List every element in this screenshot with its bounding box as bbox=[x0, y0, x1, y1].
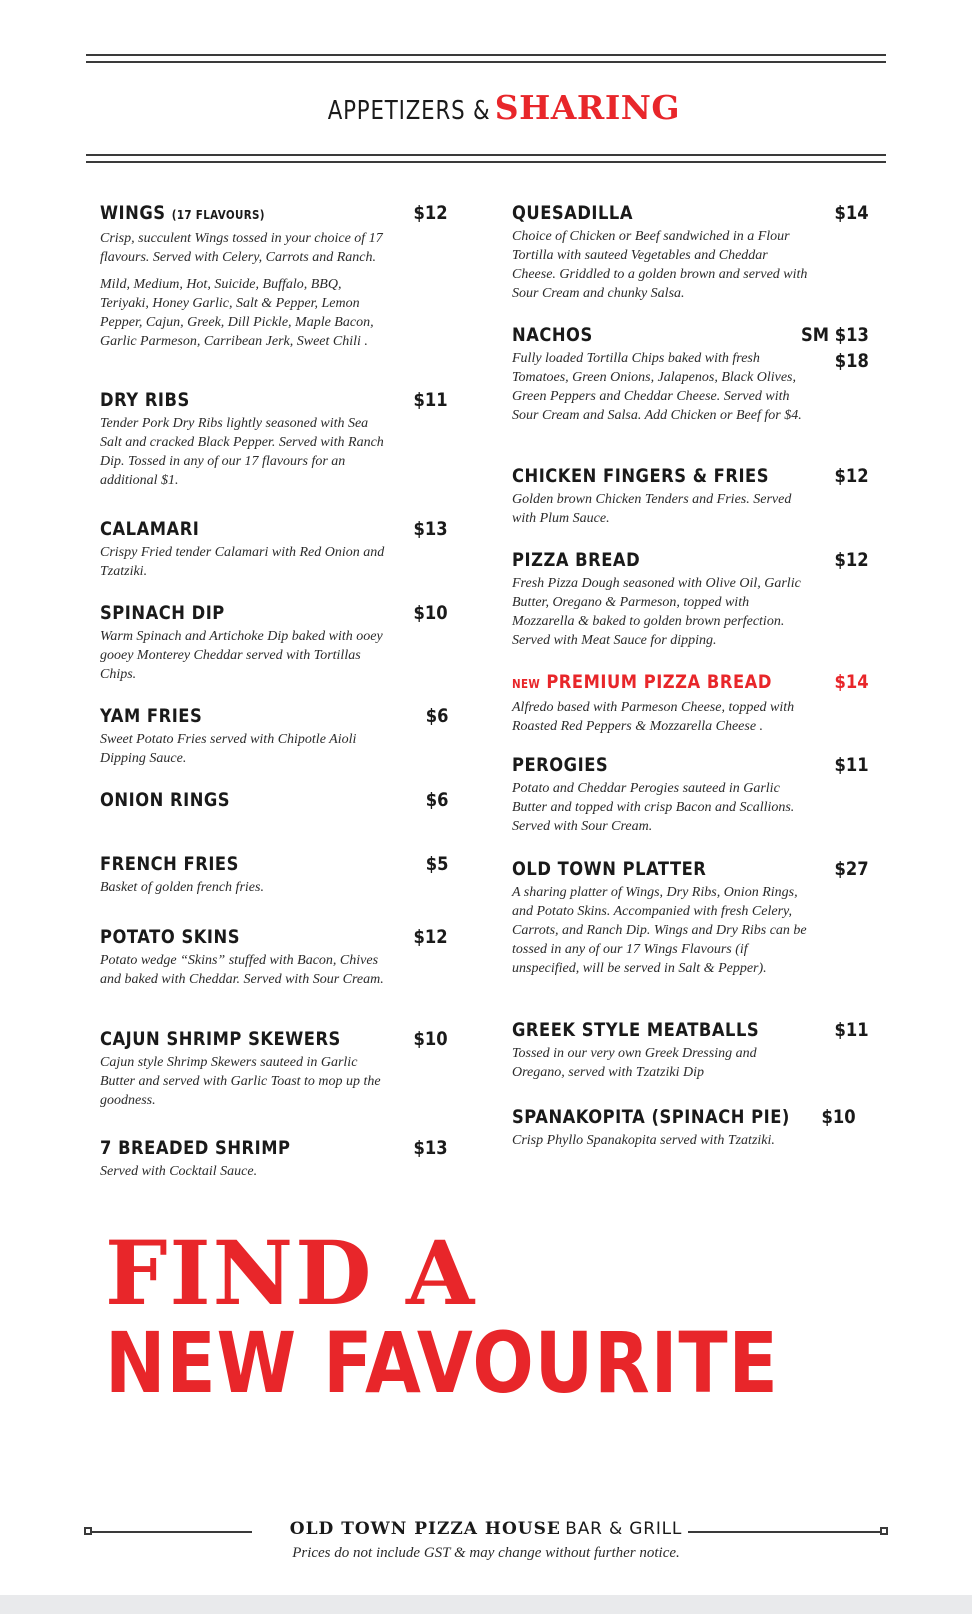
item-name-suffix: (17 FLAVOURS) bbox=[171, 208, 265, 222]
heading-accent: SHARING bbox=[494, 88, 681, 127]
item-name: SPINACH DIP bbox=[100, 602, 225, 624]
item-price: $12 bbox=[413, 926, 448, 948]
item-description: Potato and Cheddar Perogies sauteed in Garlic Butter and topped with crisp Bacon and Scallions. Served with Sour Cream. bbox=[512, 781, 795, 834]
header-rule-bottom-2 bbox=[86, 161, 886, 163]
menu-item-wings bbox=[100, 200, 448, 351]
footer-brand bbox=[0, 1519, 972, 1539]
item-price: $14 bbox=[834, 671, 869, 693]
item-name: POTATO SKINS bbox=[100, 926, 240, 948]
menu-item-breaded-shrimp bbox=[100, 1135, 448, 1181]
item-price: $14 bbox=[834, 202, 869, 224]
item-name: ONION RINGS bbox=[100, 789, 231, 811]
promo-line-2: NEW FAVOURITE bbox=[105, 1314, 779, 1412]
menu-item-chicken-fingers bbox=[512, 463, 869, 528]
item-name: OLD TOWN PLATTER bbox=[512, 858, 707, 880]
item-description: Sweet Potato Fries served with Chipotle Aioli Dipping Sauce. bbox=[100, 732, 357, 766]
item-name: CHICKEN FINGERS & FRIES bbox=[512, 465, 770, 487]
heading-plain: APPETIZERS & bbox=[327, 96, 491, 126]
item-name: CALAMARI bbox=[100, 518, 200, 540]
wing-flavours-list: Mild, Medium, Hot, Suicide, Buffalo, BBQ, Teriyaki, Honey Garlic, Salt & Pepper, Lemon Pepper, Cajun, Greek, Dill Pickle, Maple Bacon, Garlic Parmeson, Carribean Jerk, Sweet Chili . bbox=[100, 277, 374, 349]
menu-item-onion-rings bbox=[100, 787, 448, 813]
item-price: $12 bbox=[413, 202, 448, 224]
item-description: Tender Pork Dry Ribs lightly seasoned with Sea Salt and cracked Black Pepper. Served with Ranch Dip. Tossed in any of our 17 flavours for an additional $1. bbox=[100, 416, 384, 488]
item-name: QUESADILLA bbox=[512, 202, 634, 224]
menu-item-french-fries bbox=[100, 851, 448, 897]
item-name: FRENCH FRIES bbox=[100, 853, 239, 875]
item-price: $27 bbox=[834, 858, 869, 880]
item-name: CAJUN SHRIMP SKEWERS bbox=[100, 1028, 341, 1050]
menu-item-yam-fries bbox=[100, 703, 448, 768]
item-name: NEW PREMIUM PIZZA BREAD bbox=[512, 671, 772, 693]
item-price: $12 bbox=[834, 549, 869, 571]
item-price: $12 bbox=[834, 465, 869, 487]
item-name: SPANAKOPITA (SPINACH PIE) bbox=[512, 1106, 790, 1128]
item-description: Crispy Fried tender Calamari with Red Onion and Tzatziki. bbox=[100, 545, 385, 579]
brand-tagline: BAR & GRILL bbox=[565, 1519, 683, 1539]
item-description: Basket of golden french fries. bbox=[100, 880, 264, 895]
item-description: Served with Cocktail Sauce. bbox=[100, 1164, 258, 1179]
item-price: $10 bbox=[413, 1028, 448, 1050]
item-description: Fully loaded Tortilla Chips baked with fresh Tomatoes, Green Onions, Jalapenos, Black Olives, Green Peppers and Cheddar Cheese. Served with Sour Cream and Salsa. Add Chicken or Beef for $4. bbox=[512, 351, 802, 423]
item-name: DRY RIBS bbox=[100, 389, 190, 411]
item-price: $13 bbox=[413, 518, 448, 540]
item-description: Crisp Phyllo Spanakopita served with Tzatziki. bbox=[512, 1133, 775, 1148]
menu-item-quesadilla bbox=[512, 200, 869, 303]
new-badge: NEW bbox=[512, 677, 541, 691]
item-description: Cajun style Shrimp Skewers sauteed in Garlic Butter and served with Garlic Toast to mop up the goodness. bbox=[100, 1055, 381, 1108]
item-description: A sharing platter of Wings, Dry Ribs, Onion Rings, and Potato Skins. Accompanied with fresh Celery, Carrots, and Ranch Dip. Wings and Dry Ribs can be tossed in any of our 17 Wings Flavours (if unspecified, will be served in Salt & Pepper). bbox=[512, 885, 807, 976]
brand-name: OLD TOWN PIZZA HOUSE bbox=[289, 1519, 561, 1539]
item-price: $6 bbox=[425, 705, 448, 727]
item-price: $13 bbox=[413, 1137, 448, 1159]
section-heading bbox=[0, 88, 972, 127]
item-description: Golden brown Chicken Tenders and Fries. Served with Plum Sauce. bbox=[512, 492, 792, 526]
item-description: Tossed in our very own Greek Dressing and Oregano, served with Tzatziki Dip bbox=[512, 1046, 757, 1080]
menu-item-old-town-platter bbox=[512, 856, 869, 978]
item-description: Crisp, succulent Wings tossed in your choice of 17 flavours. Served with Celery, Carrots and Ranch. bbox=[100, 231, 383, 265]
menu-item-calamari bbox=[100, 516, 448, 581]
item-price: $5 bbox=[425, 853, 448, 875]
item-price: $6 bbox=[425, 789, 448, 811]
item-name: PEROGIES bbox=[512, 754, 609, 776]
menu-item-perogies bbox=[512, 752, 869, 836]
header-rule-top-2 bbox=[86, 61, 886, 63]
menu-item-pizza-bread bbox=[512, 547, 869, 650]
header-rule-bottom-1 bbox=[86, 154, 886, 156]
item-name: 7 BREADED SHRIMP bbox=[100, 1137, 291, 1159]
menu-item-dry-ribs bbox=[100, 387, 448, 490]
item-description: Alfredo based with Parmeson Cheese, topped with Roasted Red Peppers & Mozzarella Cheese . bbox=[512, 700, 795, 734]
item-description: Fresh Pizza Dough seasoned with Olive Oil, Garlic Butter, Oregano & Parmeson, topped with Mozzarella & baked to golden brown perfection. Served with Meat Sauce for dipping. bbox=[512, 576, 801, 648]
item-name: YAM FRIES bbox=[100, 705, 203, 727]
menu-item-potato-skins bbox=[100, 924, 448, 989]
item-name: PIZZA BREAD bbox=[512, 549, 641, 571]
menu-item-greek-meatballs bbox=[512, 1017, 869, 1082]
item-price: $11 bbox=[834, 754, 869, 776]
item-description: Warm Spinach and Artichoke Dip baked with ooey gooey Monterey Cheddar served with Tortillas Chips. bbox=[100, 629, 383, 682]
item-name: WINGS (17 FLAVOURS) bbox=[100, 202, 265, 224]
menu-item-nachos bbox=[512, 322, 869, 425]
menu-item-spanakopita bbox=[512, 1104, 856, 1150]
menu-item-cajun-shrimp-skewers bbox=[100, 1026, 448, 1110]
item-name: NACHOS bbox=[512, 324, 593, 346]
header-rule-top-1 bbox=[86, 54, 886, 56]
item-name: GREEK STYLE MEATBALLS bbox=[512, 1019, 760, 1041]
item-price: $10 bbox=[821, 1106, 856, 1128]
item-description: Potato wedge “Skins” stuffed with Bacon, Chives and baked with Cheddar. Served with Sour Cream. bbox=[100, 953, 384, 987]
menu-item-premium-pizza-bread bbox=[512, 669, 869, 736]
item-price: SM $13 $18 bbox=[801, 324, 869, 372]
menu-item-spinach-dip bbox=[100, 600, 448, 684]
footer-note: Prices do not include GST & may change without further notice. bbox=[292, 1545, 680, 1561]
item-price: $11 bbox=[834, 1019, 869, 1041]
item-price: $10 bbox=[413, 602, 448, 624]
item-price: $11 bbox=[413, 389, 448, 411]
promo-line-1: FIND A bbox=[105, 1221, 477, 1325]
item-description: Choice of Chicken or Beef sandwiched in a Flour Tortilla with sauteed Vegetables and Cheddar Cheese. Griddled to a golden brown and served with Sour Cream and chunky Salsa. bbox=[512, 229, 808, 301]
